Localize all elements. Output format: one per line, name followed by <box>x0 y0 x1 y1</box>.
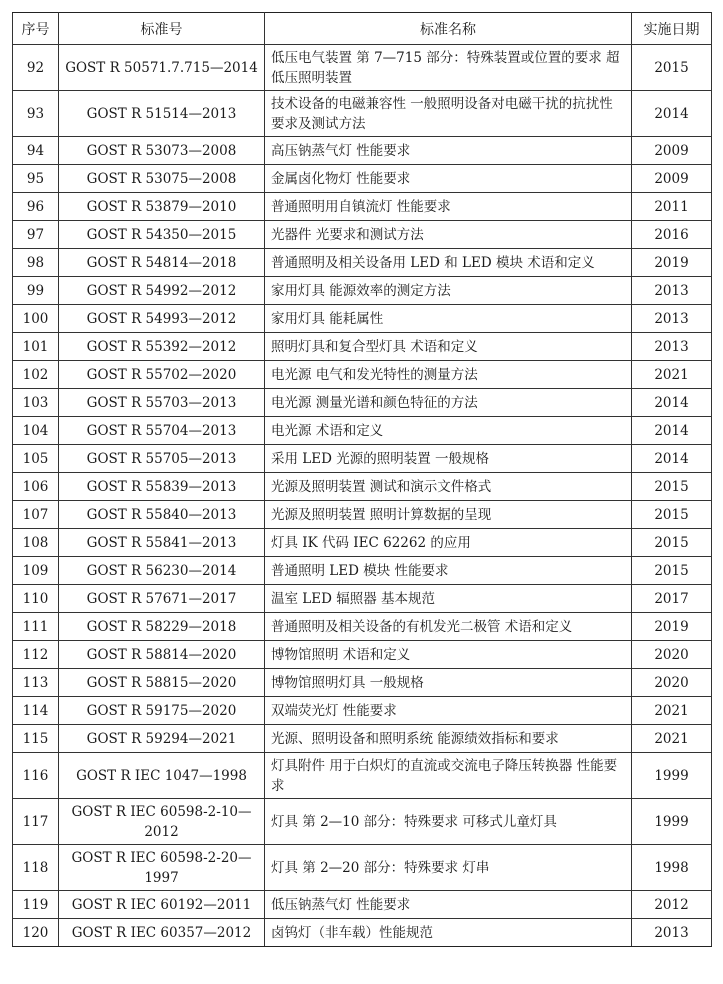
standard-code: GOST R IEC 60357—2012 <box>59 919 265 947</box>
table-row <box>13 753 712 799</box>
row-index: 104 <box>13 417 59 445</box>
table-row <box>13 585 712 613</box>
table-row <box>13 389 712 417</box>
header-row <box>13 13 712 45</box>
standard-code: GOST R 59294—2021 <box>59 725 265 753</box>
effective-date: 2019 <box>632 613 712 641</box>
effective-date: 2021 <box>632 361 712 389</box>
table-row <box>13 501 712 529</box>
standard-code: GOST R 53879—2010 <box>59 193 265 221</box>
effective-date: 2019 <box>632 249 712 277</box>
standard-name: 光源及照明装置 测试和演示文件格式 <box>265 473 632 501</box>
table-row <box>13 557 712 585</box>
standard-name: 双端荧光灯 性能要求 <box>265 697 632 725</box>
standard-code: GOST R 55704—2013 <box>59 417 265 445</box>
standard-name: 低压钠蒸气灯 性能要求 <box>265 891 632 919</box>
header-standard-name: 标准名称 <box>265 13 632 45</box>
row-index: 111 <box>13 613 59 641</box>
table-row <box>13 891 712 919</box>
effective-date: 2017 <box>632 585 712 613</box>
effective-date: 2014 <box>632 417 712 445</box>
standard-name: 温室 LED 辐照器 基本规范 <box>265 585 632 613</box>
standard-code: GOST R 58814—2020 <box>59 641 265 669</box>
standard-name: 普通照明及相关设备用 LED 和 LED 模块 术语和定义 <box>265 249 632 277</box>
row-index: 113 <box>13 669 59 697</box>
table-row <box>13 361 712 389</box>
standard-code: GOST R 57671—2017 <box>59 585 265 613</box>
standard-code: GOST R 55392—2012 <box>59 333 265 361</box>
effective-date: 2014 <box>632 91 712 137</box>
standard-code: GOST R 55841—2013 <box>59 529 265 557</box>
effective-date: 1998 <box>632 845 712 891</box>
standard-code: GOST R 50571.7.715—2014 <box>59 45 265 91</box>
table-row <box>13 613 712 641</box>
row-index: 120 <box>13 919 59 947</box>
table-row <box>13 529 712 557</box>
effective-date: 2011 <box>632 193 712 221</box>
effective-date: 1999 <box>632 799 712 845</box>
effective-date: 2020 <box>632 641 712 669</box>
row-index: 103 <box>13 389 59 417</box>
table-row <box>13 473 712 501</box>
row-index: 97 <box>13 221 59 249</box>
row-index: 119 <box>13 891 59 919</box>
row-index: 116 <box>13 753 59 799</box>
effective-date: 2014 <box>632 389 712 417</box>
row-index: 105 <box>13 445 59 473</box>
effective-date: 2015 <box>632 557 712 585</box>
table-row <box>13 277 712 305</box>
standard-name: 技术设备的电磁兼容性 一般照明设备对电磁干扰的抗扰性 要求及测试方法 <box>265 91 632 137</box>
standard-name: 博物馆照明灯具 一般规格 <box>265 669 632 697</box>
row-index: 101 <box>13 333 59 361</box>
effective-date: 2013 <box>632 919 712 947</box>
row-index: 93 <box>13 91 59 137</box>
row-index: 94 <box>13 137 59 165</box>
table-row <box>13 165 712 193</box>
header-effective-date: 实施日期 <box>632 13 712 45</box>
row-index: 96 <box>13 193 59 221</box>
table-row <box>13 91 712 137</box>
effective-date: 2013 <box>632 277 712 305</box>
standard-code: GOST R 58229—2018 <box>59 613 265 641</box>
effective-date: 2009 <box>632 137 712 165</box>
standard-name: 博物馆照明 术语和定义 <box>265 641 632 669</box>
standard-name: 灯具 IK 代码 IEC 62262 的应用 <box>265 529 632 557</box>
effective-date: 2012 <box>632 891 712 919</box>
table-row <box>13 845 712 891</box>
effective-date: 2013 <box>632 333 712 361</box>
standard-name: 光源、照明设备和照明系统 能源绩效指标和要求 <box>265 725 632 753</box>
table-row <box>13 725 712 753</box>
standard-code: GOST R 55840—2013 <box>59 501 265 529</box>
effective-date: 2021 <box>632 725 712 753</box>
header-index: 序号 <box>13 13 59 45</box>
effective-date: 2015 <box>632 501 712 529</box>
table-row <box>13 333 712 361</box>
table-row <box>13 305 712 333</box>
row-index: 108 <box>13 529 59 557</box>
standard-name: 光器件 光要求和测试方法 <box>265 221 632 249</box>
standard-name: 普通照明 LED 模块 性能要求 <box>265 557 632 585</box>
row-index: 106 <box>13 473 59 501</box>
standard-code: GOST R 54814—2018 <box>59 249 265 277</box>
standard-code: GOST R IEC 60192—2011 <box>59 891 265 919</box>
row-index: 109 <box>13 557 59 585</box>
standard-name: 灯具 第 2—10 部分：特殊要求 可移式儿童灯具 <box>265 799 632 845</box>
table-row <box>13 919 712 947</box>
standard-code: GOST R 55705—2013 <box>59 445 265 473</box>
table-row <box>13 697 712 725</box>
standard-name: 光源及照明装置 照明计算数据的呈现 <box>265 501 632 529</box>
standard-name: 金属卤化物灯 性能要求 <box>265 165 632 193</box>
table-row <box>13 249 712 277</box>
row-index: 114 <box>13 697 59 725</box>
standard-code: GOST R 59175—2020 <box>59 697 265 725</box>
effective-date: 2016 <box>632 221 712 249</box>
row-index: 95 <box>13 165 59 193</box>
table-row <box>13 417 712 445</box>
standard-name: 电光源 测量光谱和颜色特征的方法 <box>265 389 632 417</box>
standard-code: GOST R 54993—2012 <box>59 305 265 333</box>
effective-date: 2015 <box>632 529 712 557</box>
table-row <box>13 669 712 697</box>
standard-code: GOST R 53075—2008 <box>59 165 265 193</box>
table-row <box>13 799 712 845</box>
effective-date: 2014 <box>632 445 712 473</box>
standard-name: 电光源 术语和定义 <box>265 417 632 445</box>
header-standard-code: 标准号 <box>59 13 265 45</box>
standards-table <box>12 12 712 947</box>
standard-code: GOST R IEC 60598-2-20—1997 <box>59 845 265 891</box>
effective-date: 1999 <box>632 753 712 799</box>
standard-code: GOST R IEC 60598-2-10—2012 <box>59 799 265 845</box>
standard-name: 采用 LED 光源的照明装置 一般规格 <box>265 445 632 473</box>
table-row <box>13 137 712 165</box>
effective-date: 2013 <box>632 305 712 333</box>
row-index: 99 <box>13 277 59 305</box>
table-row <box>13 221 712 249</box>
standard-name: 灯具附件 用于白炽灯的直流或交流电子降压转换器 性能要求 <box>265 753 632 799</box>
row-index: 118 <box>13 845 59 891</box>
row-index: 110 <box>13 585 59 613</box>
standard-name: 家用灯具 能源效率的测定方法 <box>265 277 632 305</box>
row-index: 117 <box>13 799 59 845</box>
standard-name: 普通照明用自镇流灯 性能要求 <box>265 193 632 221</box>
effective-date: 2009 <box>632 165 712 193</box>
standard-code: GOST R 54350—2015 <box>59 221 265 249</box>
standard-name: 卤钨灯（非车载）性能规范 <box>265 919 632 947</box>
table-row <box>13 193 712 221</box>
standard-code: GOST R 53073—2008 <box>59 137 265 165</box>
table-row <box>13 445 712 473</box>
standard-name: 普通照明及相关设备的有机发光二极管 术语和定义 <box>265 613 632 641</box>
standard-name: 电光源 电气和发光特性的测量方法 <box>265 361 632 389</box>
standard-code: GOST R 56230—2014 <box>59 557 265 585</box>
row-index: 102 <box>13 361 59 389</box>
standard-name: 灯具 第 2—20 部分：特殊要求 灯串 <box>265 845 632 891</box>
standard-code: GOST R 54992—2012 <box>59 277 265 305</box>
standard-code: GOST R 51514—2013 <box>59 91 265 137</box>
standard-name: 照明灯具和复合型灯具 术语和定义 <box>265 333 632 361</box>
effective-date: 2015 <box>632 473 712 501</box>
standard-name: 低压电气装置 第 7—715 部分：特殊装置或位置的要求 超低压照明装置 <box>265 45 632 91</box>
row-index: 107 <box>13 501 59 529</box>
effective-date: 2020 <box>632 669 712 697</box>
effective-date: 2015 <box>632 45 712 91</box>
row-index: 100 <box>13 305 59 333</box>
standard-code: GOST R 55703—2013 <box>59 389 265 417</box>
table-header <box>13 13 712 45</box>
standard-code: GOST R 58815—2020 <box>59 669 265 697</box>
row-index: 112 <box>13 641 59 669</box>
row-index: 92 <box>13 45 59 91</box>
row-index: 98 <box>13 249 59 277</box>
table-row <box>13 45 712 91</box>
standard-code: GOST R 55839—2013 <box>59 473 265 501</box>
table-body <box>13 45 712 947</box>
standard-name: 高压钠蒸气灯 性能要求 <box>265 137 632 165</box>
standard-code: GOST R IEC 1047—1998 <box>59 753 265 799</box>
table-row <box>13 641 712 669</box>
standard-name: 家用灯具 能耗属性 <box>265 305 632 333</box>
effective-date: 2021 <box>632 697 712 725</box>
row-index: 115 <box>13 725 59 753</box>
standard-code: GOST R 55702—2020 <box>59 361 265 389</box>
